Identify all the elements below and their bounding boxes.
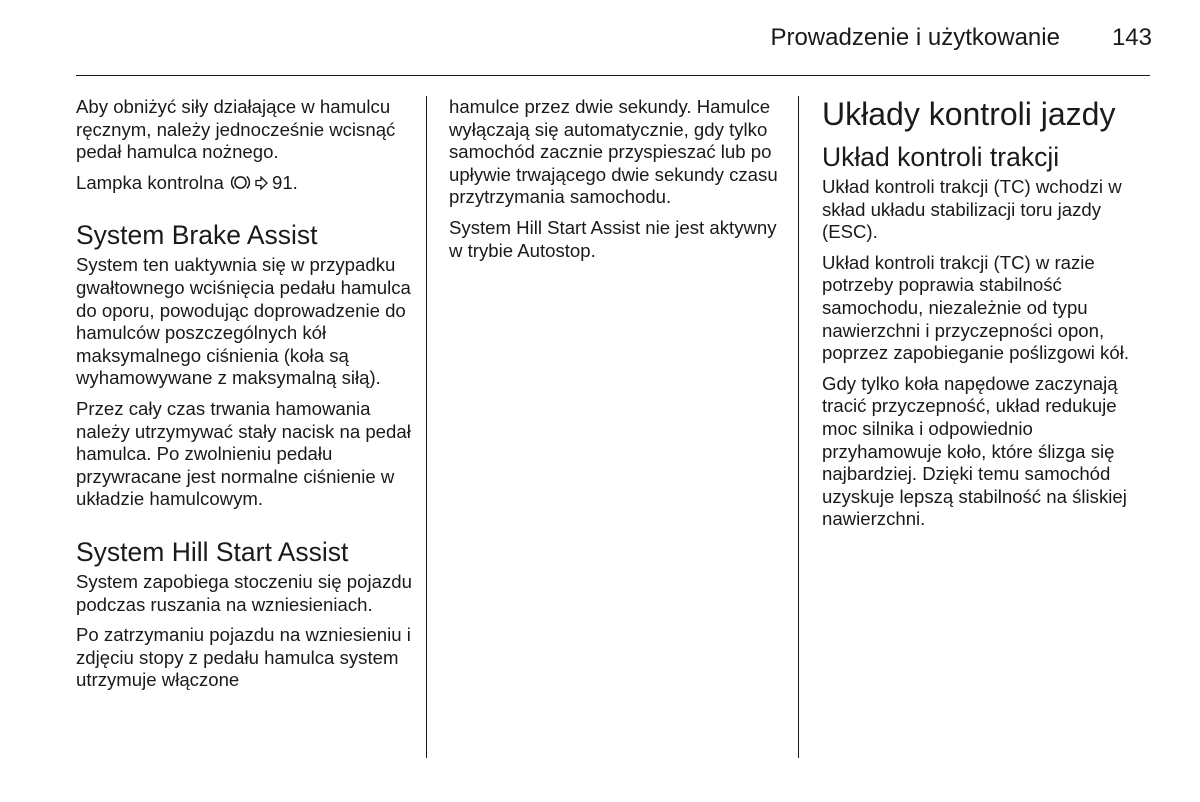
paragraph: System ten uaktywnia się w przypadku gwałtownego wciśnięcia pedału hamulca do oporu, powodując doprowadzenie do hamulców poszczególnych kół maksymalnego ciśnienia (koła są wyhamowywane z maksymalną siłą).	[76, 254, 411, 389]
paragraph: Po zatrzymaniu pojazdu na wzniesieniu i zdjęciu stopy z pedału hamulca system utrzymuje włączone	[76, 624, 411, 691]
heading-hill-start-assist: System Hill Start Assist	[76, 536, 349, 567]
column-right	[822, 96, 1150, 539]
paragraph: Przez cały czas trwania hamowania należy utrzymywać stały nacisk na pedał hamulca. Po zwolnieniu pedału przywracane jest normalne ciśnienie w układzie hamulcowym.	[76, 397, 411, 510]
parking-brake-warning-lamp-icon	[229, 173, 252, 192]
paragraph: Aby obniżyć siły działające w hamulcu ręcznym, należy jednocześnie wcisnąć pedał hamulca nożnego.	[76, 96, 396, 163]
paragraph: Układ kontroli trakcji (TC) w razie potrzeby poprawia stabilność samochodu, niezależnie od typu nawierzchni i przyczepności opon, poprzez zapobieganie poślizgowi kół.	[822, 251, 1129, 364]
section-title: Prowadzenie i użytkowanie	[770, 24, 1060, 51]
heading-traction-control: Układ kontroli trakcji	[822, 142, 1060, 172]
page-reference: 91.	[271, 171, 298, 193]
heading-brake-assist: System Brake Assist	[76, 220, 318, 251]
page-number: 143	[1111, 24, 1152, 51]
column-divider	[798, 96, 799, 758]
paragraph: System zapobiega stoczeniu się pojazdu podczas ruszania na wzniesieniach.	[76, 570, 412, 615]
column-left	[76, 96, 421, 700]
column-divider	[426, 96, 427, 758]
lamp-label: Lampka kontrolna	[76, 171, 224, 193]
running-header	[770, 24, 1152, 60]
paragraph: Układ kontroli trakcji (TC) wchodzi w skład układu stabilizacji toru jazdy (ESC).	[822, 176, 1122, 243]
chapter-heading: Układy kontroli jazdy	[822, 96, 1116, 132]
column-middle	[449, 96, 789, 270]
paragraph: System Hill Start Assist nie jest aktywny w trybie Autostop.	[449, 216, 777, 261]
page-reference-arrow-icon	[255, 173, 268, 187]
paragraph: hamulce przez dwie sekundy. Hamulce wyłączają się automatycznie, gdy tylko samochód zacznie przyspieszać lub po upływie trwającego dwie sekundy czasu przytrzymania samochodu.	[449, 96, 778, 208]
header-rule	[76, 75, 1150, 76]
paragraph: Gdy tylko koła napędowe zaczynają tracić przyczepność, układ redukuje moc silnika i odpowiednio przyhamowuje koło, które ślizga się najbardziej. Dzięki temu samochód uzyskuje lepszą stabilność na śliskiej nawierzchni.	[822, 372, 1127, 530]
lamp-reference-line	[76, 172, 421, 195]
